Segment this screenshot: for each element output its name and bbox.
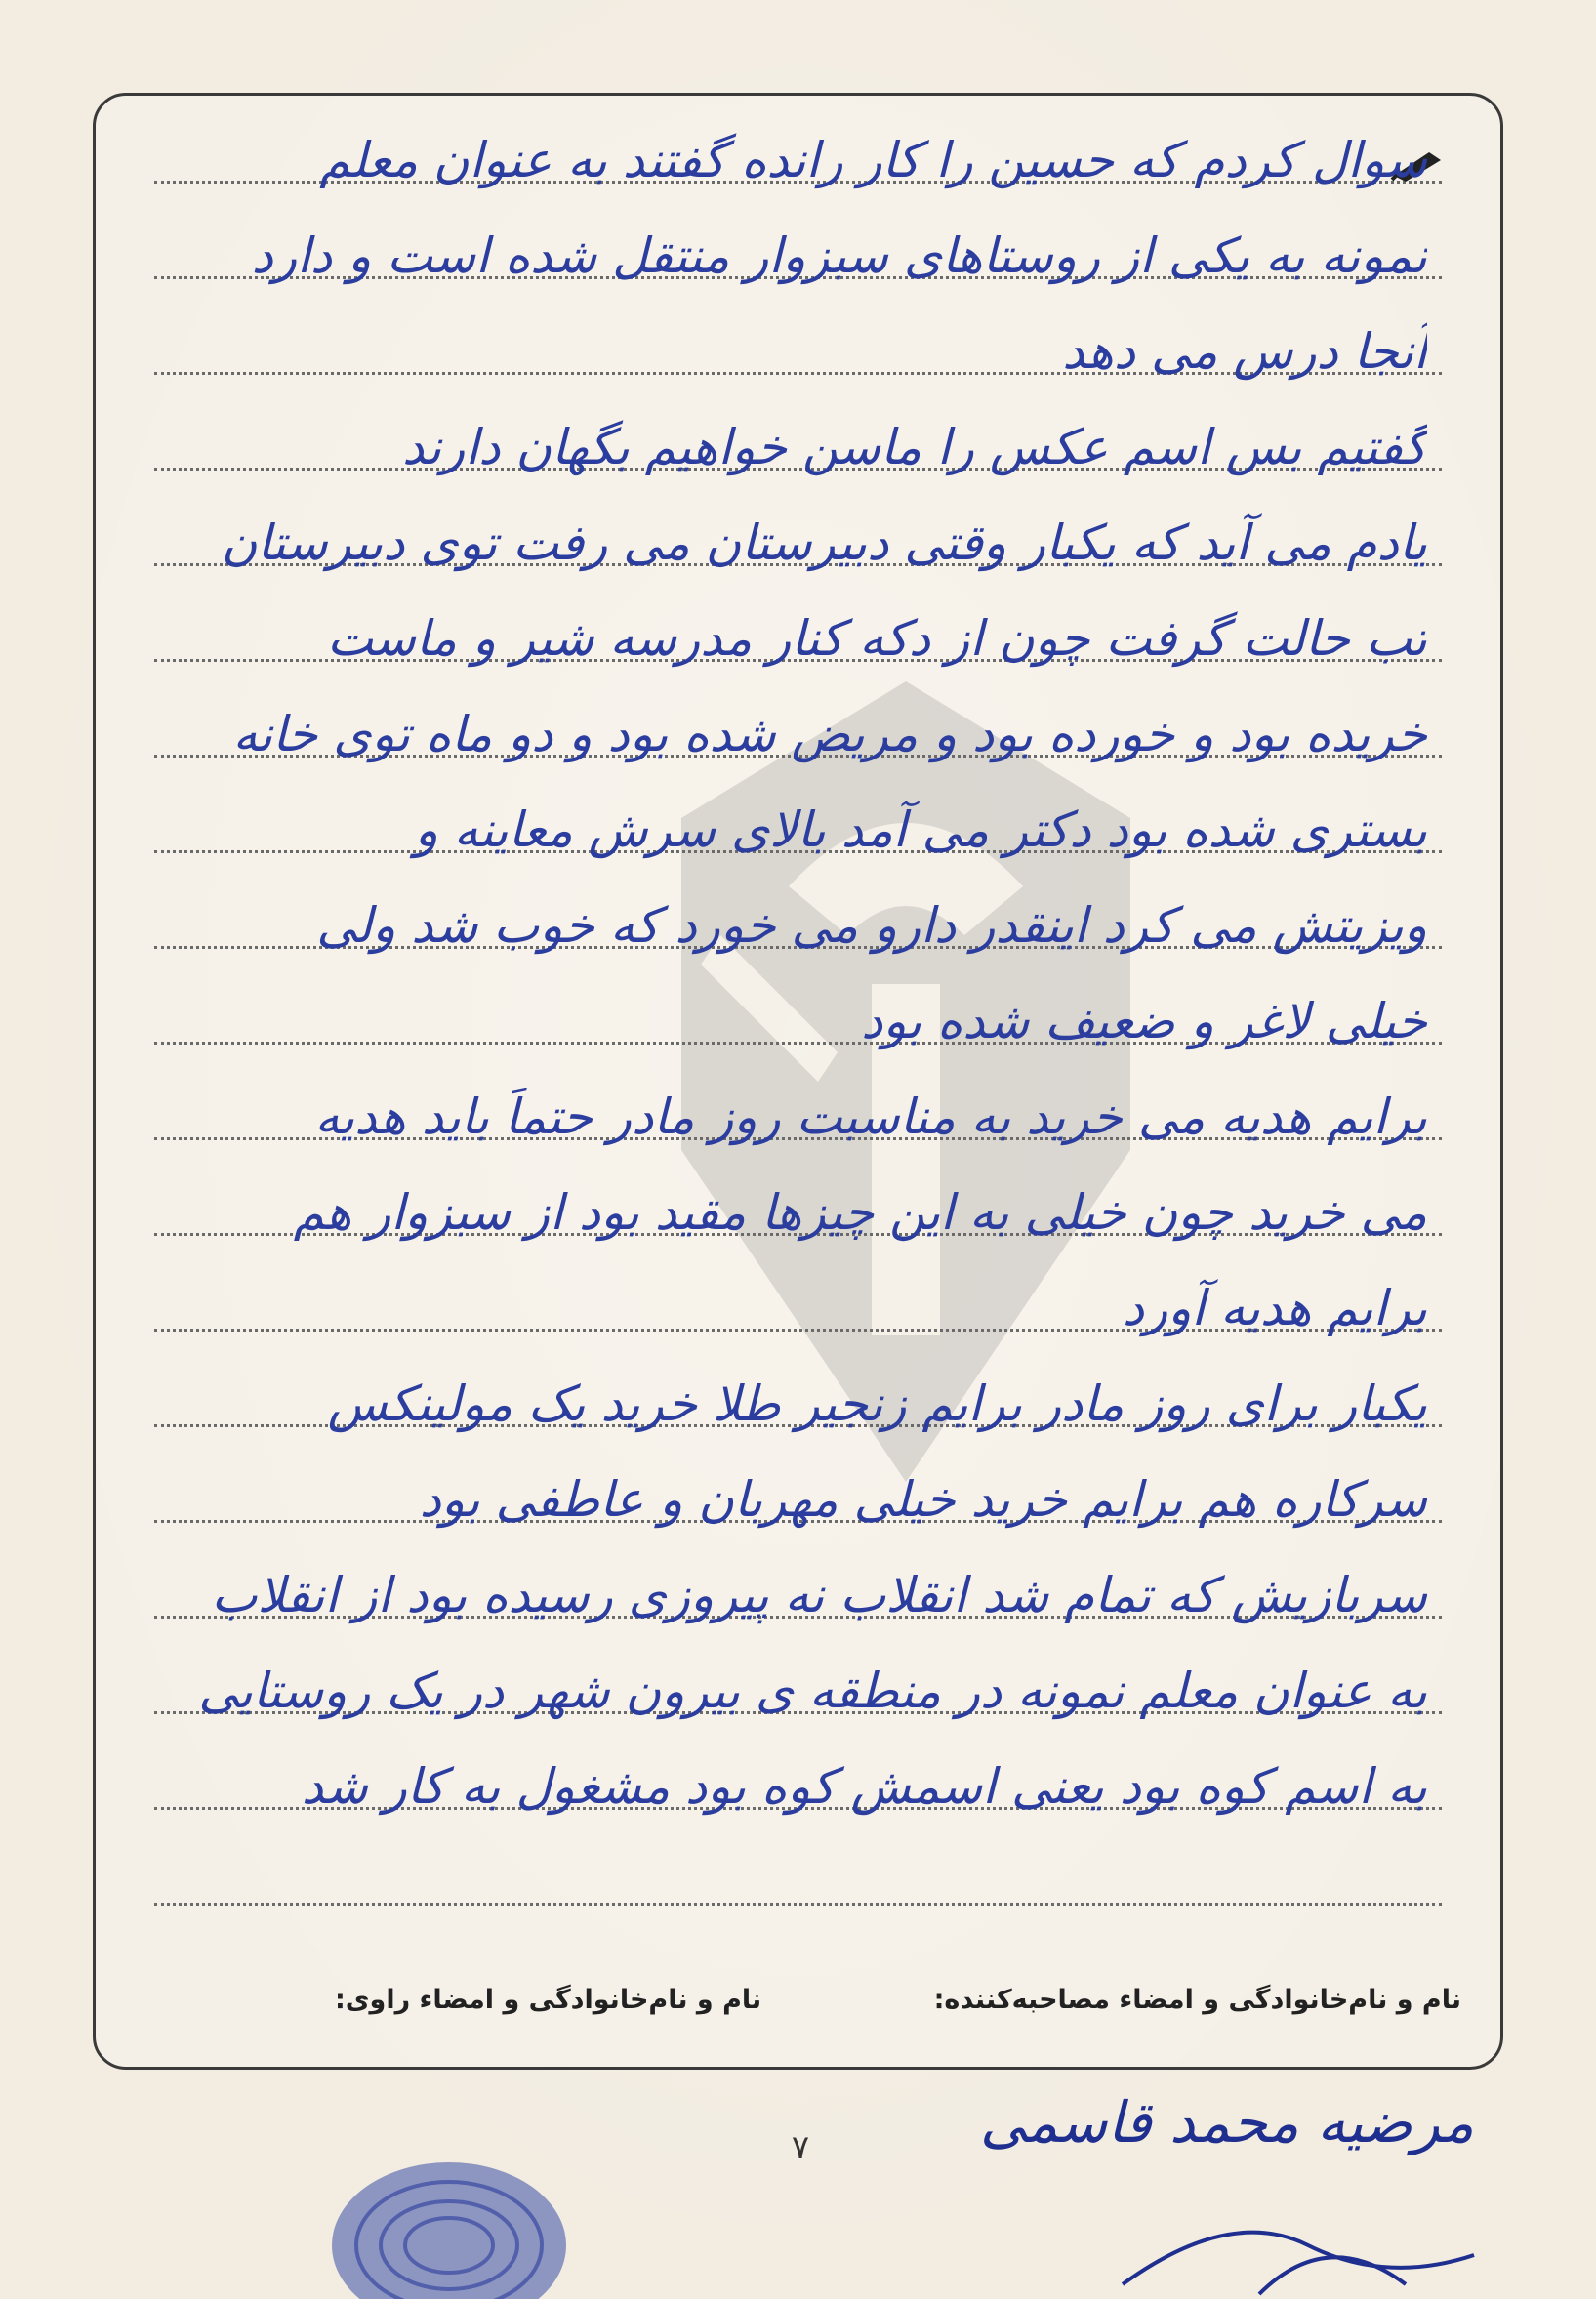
handwritten-line: تب حالت گرفت چون از دکه کنار مدرسه شیر و ماست [326, 610, 1427, 667]
handwritten-line: می خرید چون خیلی به این چیزها مقید بود از سبزوار هم [293, 1184, 1427, 1241]
signature-scribble [1113, 2187, 1484, 2299]
handwritten-line: نمونه به یکی از روستاهای سبزوار منتقل شده است و دارد [251, 227, 1427, 284]
handwritten-line: ویزیتش می کرد اینقدر دارو می خورد که خوب شد ولی [316, 897, 1427, 954]
signature-name: مرضیه محمد قاسمی [979, 2089, 1474, 2155]
interviewer-label: نام و نام‌خانوادگی و امضاء مصاحبه‌کننده: [933, 1985, 1461, 2015]
handwritten-line: به عنوان معلم نمونه در منطقه ی بیرون شهر در یک روستایی [198, 1663, 1427, 1719]
handwritten-line: بستری شده بود دکتر می آمد بالای سرش معاینه و [414, 801, 1427, 858]
handwritten-line: سوال کردم که حسین را کار رانده گفتند به عنوان معلم [319, 132, 1427, 188]
handwritten-line: به اسم کوه بود یعنی اسمش کوه بود مشغول به کار شد [301, 1758, 1427, 1815]
fingerprint [322, 2153, 576, 2299]
writing-frame [93, 93, 1503, 2070]
handwritten-line: آنجا درس می دهد [1062, 323, 1427, 380]
signature-labels [96, 1985, 1500, 2033]
handwritten-line: گفتیم بس اسم عکس را ماسن خواهیم بگهان دارند [402, 419, 1427, 475]
page-number: ۷ [791, 2128, 810, 2167]
handwritten-line: برایم هدیه آورد [1122, 1280, 1427, 1336]
handwritten-line: سربازیش که تمام شد انقلاب نه پیروزی رسیده بود از انقلاب [211, 1567, 1427, 1623]
handwritten-line: برایم هدیه می خرید به مناسبت روز مادر حتماً باید هدیه [314, 1088, 1427, 1145]
narrator-label: نام و نام‌خانوادگی و امضاء راوی: [335, 1985, 762, 2015]
handwritten-line: یادم می آید که یکبار وقتی دبیرستان می رفت توی دبیرستان [221, 514, 1427, 571]
handwritten-line: خریده بود و خورده بود و مریض شده بود و دو ماه توی خانه [232, 706, 1427, 762]
handwritten-line: یکبار برای روز مادر برایم زنجیر طلا خرید یک مولینکس [327, 1375, 1427, 1432]
handwritten-line: سرکاره هم برایم خرید خیلی مهربان و عاطفی بود [419, 1471, 1427, 1528]
handwritten-line: خیلی لاغر و ضعیف شده بود [861, 993, 1427, 1049]
